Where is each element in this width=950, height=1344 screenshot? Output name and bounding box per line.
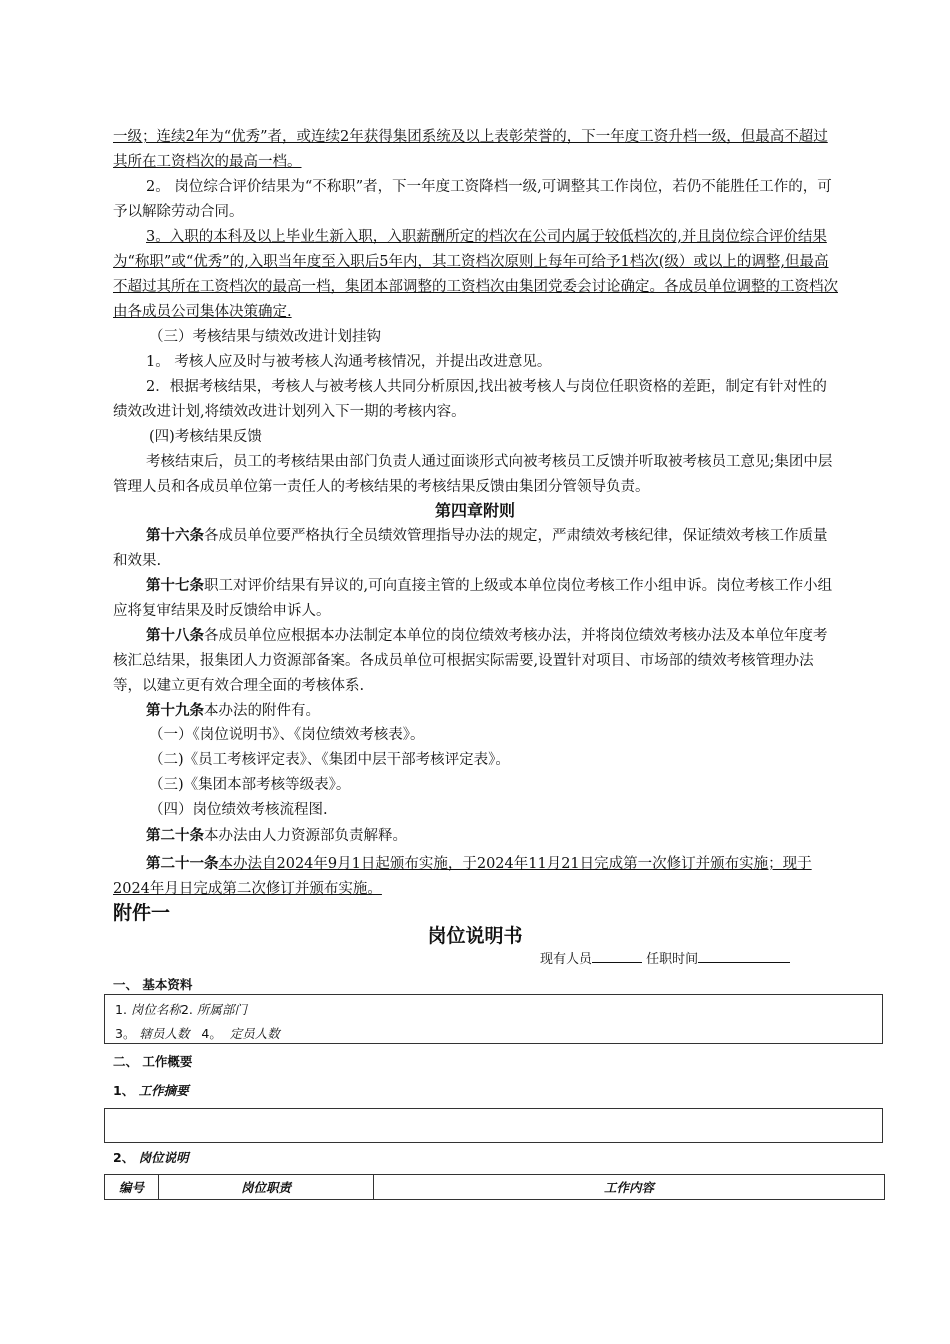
field-number-1: 1.	[115, 1002, 127, 1017]
article-21-text: 本办法自2024年9月1日起颁布实施，于2024年11月21日完成第一次修订并颁布实施；现于2024年月日完成第二次修订并颁布实施。	[113, 856, 812, 897]
attachment-item-3: （三)《集团本部考核等级表》。	[149, 777, 351, 793]
article-18	[113, 623, 838, 699]
field-number-4: 4。	[201, 1026, 222, 1041]
section-work-overview: 二、 工作概要	[113, 1054, 193, 1069]
paragraph-5: 2．根据考核结果，考核人与被考核人共同分析原因,找出被考核人与岗位任职资格的差距，制定有针对性的绩效改进计划,将绩效改进计划列入下一期的考核内容。	[113, 379, 827, 420]
subheading-3: （三）考核结果与绩效改进计划挂钩	[149, 329, 381, 345]
column-header-work-content: 工作内容	[374, 1175, 885, 1200]
section-basic-info: 一、 基本资料	[113, 977, 193, 992]
article-16-label: 第十六条	[146, 527, 204, 544]
paragraph-1: 一级；连续2年为“优秀”者，或连续2年获得集团系统及以上表彰荣誉的，下一年度工资升档一级，但最高不超过其所在工资档次的最高一档。	[113, 129, 828, 170]
chapter-heading: 第四章附则	[434, 501, 515, 520]
tenure-blank[interactable]	[698, 950, 790, 963]
department-field[interactable]: 所属部门	[196, 1002, 247, 1017]
article-20-text: 本办法由人力资源部负责解释。	[204, 828, 407, 844]
subsection-work-summary	[113, 1081, 189, 1099]
duty-table	[104, 1174, 885, 1200]
field-number-2: 2.	[180, 1002, 193, 1017]
article-17-label: 第十七条	[146, 577, 204, 594]
subordinate-count-field[interactable]: 辖员人数	[139, 1026, 190, 1041]
column-header-number: 编号	[105, 1175, 159, 1200]
article-19	[113, 698, 838, 724]
article-21	[113, 851, 848, 902]
attachment-item-2: （二)《员工考核评定表》、《集团中层干部考核评定表》。	[149, 752, 510, 768]
attachment-label: 附件一	[113, 902, 171, 924]
work-summary-label: 工作摘要	[138, 1083, 189, 1098]
basic-info-box	[104, 994, 883, 1044]
field-number-3: 3。	[115, 1026, 136, 1041]
paragraph-6: 考核结束后，员工的考核结果由部门负责人通过面谈形式向被考核员工反馈并听取被考核员工意见;集团中层管理人员和各成员单位第一责任人的考核结果的考核结果反馈由集团分管领导负责。	[113, 454, 833, 495]
article-21-label: 第二十一条	[146, 855, 219, 872]
article-16-text: 各成员单位要严格执行全员绩效管理指导办法的规定，严肃绩效考核纪律，保证绩效考核工作质量和效果.	[113, 528, 828, 569]
attachment-item-4: （四）岗位绩效考核流程图.	[149, 802, 328, 818]
article-19-label: 第十九条	[146, 702, 204, 719]
staff-quota-field[interactable]: 定员人数	[229, 1026, 280, 1041]
article-19-text: 本办法的附件有。	[204, 703, 320, 719]
paragraph-4: 1。 考核人应及时与被考核人沟通考核情况，并提出改进意见。	[146, 354, 552, 370]
subheading-4: (四)考核结果反馈	[149, 429, 262, 445]
article-18-label: 第十八条	[146, 627, 204, 644]
article-17-text: 职工对评价结果有异议的,可向直接主管的上级或本单位岗位考核工作小组申诉。岗位考核工作小组应将复审结果及时反馈给申诉人。	[113, 578, 833, 619]
attachment-item-1: （一）《岗位说明书》、《岗位绩效考核表》。	[149, 727, 425, 743]
position-description-label: 岗位说明	[138, 1150, 189, 1165]
position-name-field[interactable]: 岗位名称	[130, 1002, 181, 1017]
duty-table-header-row	[105, 1175, 885, 1200]
document-title: 岗位说明书	[427, 925, 523, 947]
article-17	[113, 573, 838, 624]
work-summary-box[interactable]	[104, 1108, 883, 1143]
basic-info-row-2	[115, 1024, 280, 1042]
article-18-text: 各成员单位应根据本办法制定本单位的岗位绩效考核办法，并将岗位绩效考核办法及本单位年度考核汇总结果，报集团人力资源部备案。各成员单位可根据实际需要,设置针对项目、市场部的绩效考核管理办法等，以建立更有效合理全面的考核体系.	[113, 628, 828, 694]
current-staff-label: 现有人员	[540, 952, 593, 967]
work-summary-number: 1、	[113, 1083, 135, 1098]
paragraph-3: 3。入职的本科及以上毕业生新入职，入职薪酬所定的档次在公司内属于较低档次的,并且岗位综合评价结果为“称职”或“优秀”的,入职当年度至入职后5年内，其工资档次原则上每年可给予1档次(级）或以上的调整,但最高不超过其所在工资档次的最高一档，集团本部调整的工资档次由集团党委会讨论确定。各成员单位调整的工资档次由各成员公司集体决策确定.	[113, 229, 838, 320]
article-20-label: 第二十条	[146, 827, 204, 844]
staff-tenure-line	[540, 948, 790, 967]
article-16	[113, 523, 838, 574]
subsection-position-description	[113, 1148, 189, 1166]
column-header-responsibility: 岗位职责	[159, 1175, 374, 1200]
position-description-number: 2、	[113, 1150, 135, 1165]
basic-info-row-1	[115, 1000, 247, 1018]
paragraph-2: 2。 岗位综合评价结果为“不称职”者，下一年度工资降档一级,可调整其工作岗位，若仍不能胜任工作的，可予以解除劳动合同。	[113, 179, 832, 220]
tenure-label: 任职时间	[646, 952, 699, 967]
article-20	[113, 823, 838, 849]
current-staff-blank[interactable]	[592, 950, 642, 963]
